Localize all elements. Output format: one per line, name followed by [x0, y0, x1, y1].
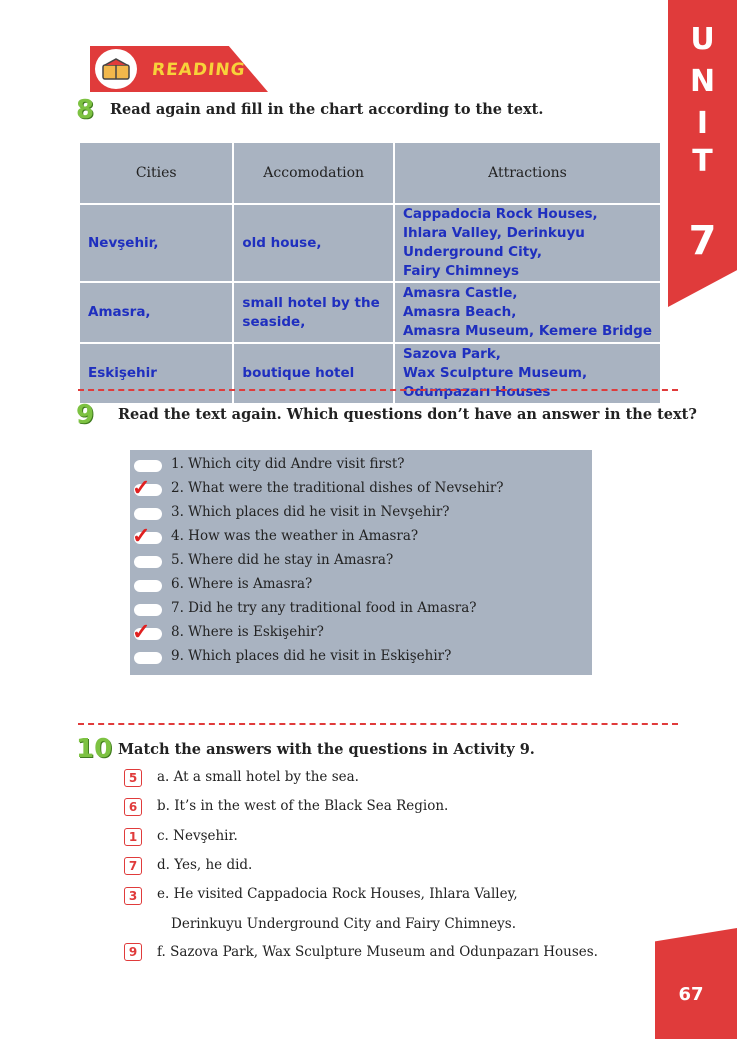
- question-marker: [134, 508, 162, 520]
- chart-header-row: [80, 143, 660, 203]
- question-item: 9. Which places did he visit in Eskişehir?: [130, 645, 592, 669]
- fill-in-chart: [78, 141, 662, 405]
- question-item: ✓ 2. What were the traditional dishes of Nevsehir?: [132, 475, 504, 501]
- question-item: 1. Which city did Andre visit first?: [130, 453, 592, 477]
- accommodation-cell: small hotel by the seaside,: [234, 283, 393, 342]
- unit-letter: U: [690, 22, 715, 57]
- accommodation-cell: old house,: [234, 205, 393, 281]
- question-item: ✓ 4. How was the weather in Amasra?: [132, 523, 419, 549]
- question-marker: [134, 652, 162, 664]
- question-item: 6. Where is Amasra?: [130, 573, 592, 597]
- activity-number: 9: [76, 400, 95, 430]
- check-icon: ✓: [132, 475, 151, 501]
- answer-text-continued: Derinkuyu Underground City and Fairy Chimneys.: [171, 916, 516, 932]
- answer-text: b. It’s in the west of the Black Sea Region.: [157, 798, 449, 814]
- answer-box[interactable]: 3: [124, 887, 142, 905]
- question-item: 7. Did he try any traditional food in Amasra?: [130, 597, 592, 621]
- attractions-cell: Sazova Park, Wax Sculpture Museum, Odunpazarı Houses: [395, 344, 660, 403]
- attractions-cell: Cappadocia Rock Houses, Ihlara Valley, Derinkuyu Underground City, Fairy Chimneys: [395, 205, 660, 281]
- activity-instruction: Read the text again. Which questions don’t have an answer in the text?: [118, 406, 697, 423]
- answer-text: c. Nevşehir.: [157, 828, 238, 844]
- activity-instruction: Read again and fill in the chart according to the text.: [110, 101, 544, 118]
- column-header: Accomodation: [234, 143, 393, 203]
- attractions-cell: Amasra Castle, Amasra Beach, Amasra Museum, Kemere Bridge: [395, 283, 660, 342]
- city-cell: Nevşehir,: [80, 205, 232, 281]
- unit-number: 7: [688, 218, 717, 264]
- answer-text: e. He visited Cappadocia Rock Houses, Ihlara Valley,: [157, 886, 518, 902]
- chart-row: [80, 344, 660, 403]
- column-header: Cities: [80, 143, 232, 203]
- answer-box[interactable]: 1: [124, 828, 142, 846]
- answer-box[interactable]: 5: [124, 769, 142, 787]
- section-divider: [78, 723, 678, 725]
- section-label: READING: [150, 60, 247, 80]
- activity-instruction: Match the answers with the questions in Activity 9.: [118, 741, 535, 758]
- question-item: 5. Where did he stay in Amasra?: [130, 549, 592, 573]
- chart-row: [80, 205, 660, 281]
- answer-box[interactable]: 7: [124, 857, 142, 875]
- answer-text: f. Sazova Park, Wax Sculpture Museum and Odunpazarı Houses.: [157, 944, 598, 960]
- answer-box[interactable]: 9: [124, 943, 142, 961]
- question-marker: [134, 580, 162, 592]
- activity-number: 10: [76, 734, 113, 764]
- question-marker: [134, 460, 162, 472]
- answer-text: a. At a small hotel by the sea.: [157, 769, 359, 785]
- unit-letter: T: [692, 144, 713, 179]
- question-item: 3. Which places did he visit in Nevşehir?: [130, 501, 592, 525]
- unit-letter: N: [689, 64, 716, 99]
- question-marker: [134, 604, 162, 616]
- page-number: 67: [678, 984, 704, 1005]
- unit-letter: I: [696, 106, 709, 141]
- answer-box[interactable]: 6: [124, 798, 142, 816]
- question-marker: [134, 556, 162, 568]
- city-cell: Eskişehir: [80, 344, 232, 403]
- accommodation-cell: boutique hotel: [234, 344, 393, 403]
- column-header: Attractions: [395, 143, 660, 203]
- book-icon: [93, 47, 139, 91]
- question-item: ✓ 8. Where is Eskişehir?: [132, 619, 324, 645]
- section-divider: [78, 389, 678, 391]
- check-icon: ✓: [132, 619, 151, 645]
- activity-number: 8: [76, 95, 95, 125]
- answer-text: d. Yes, he did.: [157, 857, 253, 873]
- check-icon: ✓: [132, 523, 151, 549]
- city-cell: Amasra,: [80, 283, 232, 342]
- chart-row: [80, 283, 660, 342]
